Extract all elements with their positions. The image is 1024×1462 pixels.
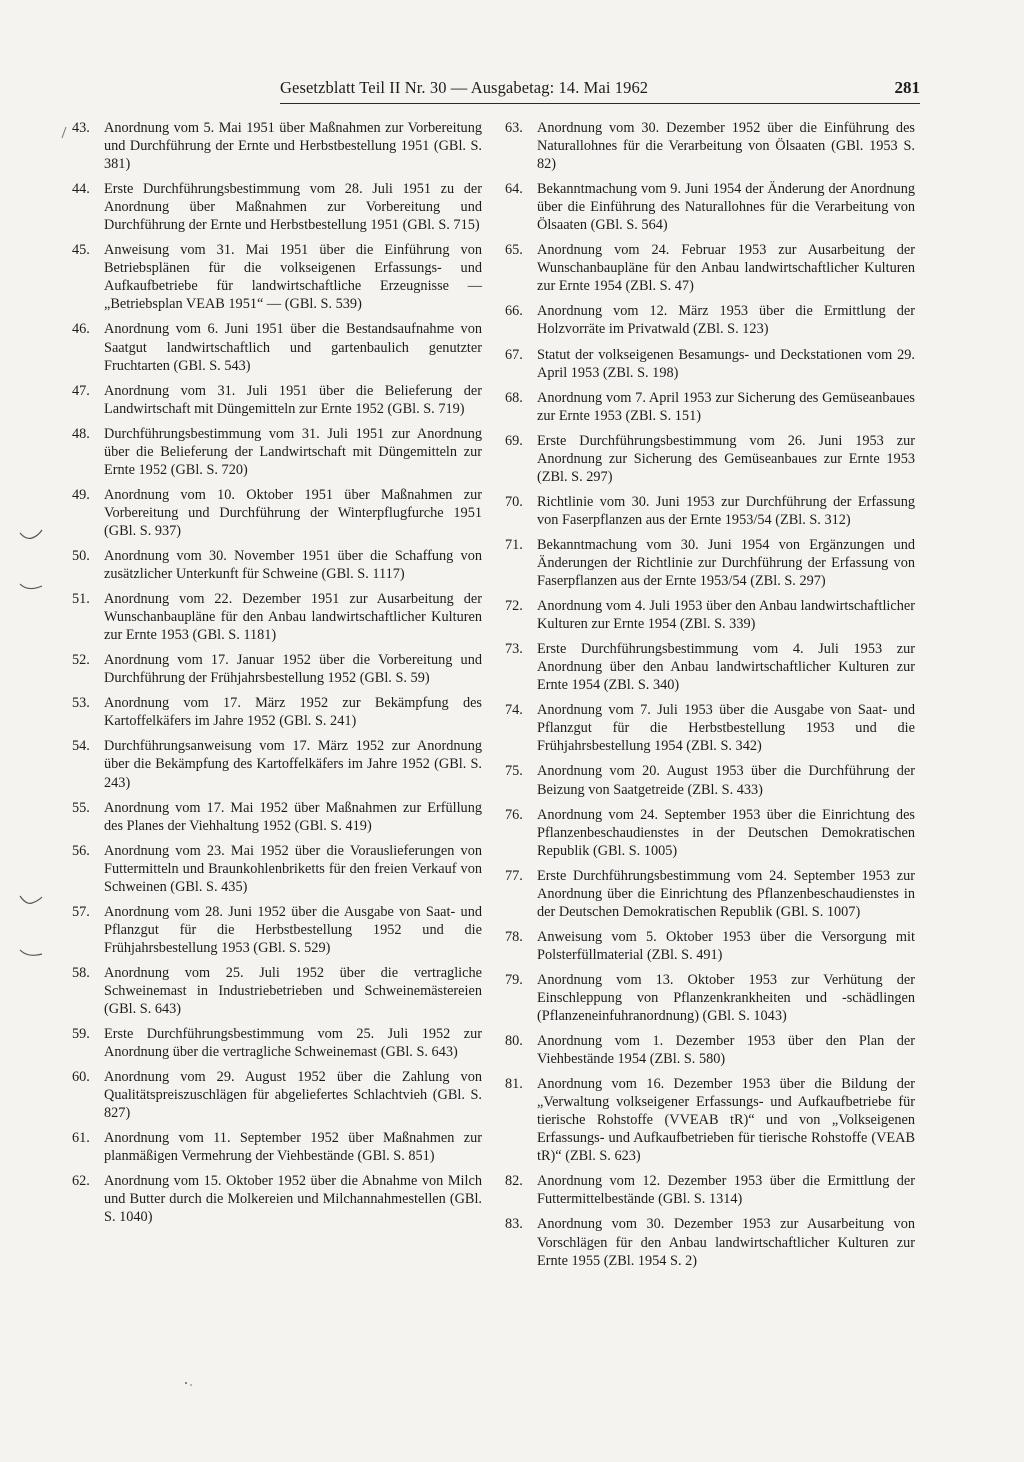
entry-number: 72. [505,598,523,615]
list-entry [505,302,915,338]
entry-text: Anordnung vom 28. Juni 1952 über die Ausgabe von Saat- und Pflanzgut für die Herbstbestellung 1952 und die Frühjahrsbestellung 1953 (GBl. S. 529) [104,903,482,956]
entry-text: Anordnung vom 17. Mai 1952 über Maßnahmen zur Erfüllung des Planes der Viehhaltung 1952 (GBl. S. 419) [104,799,482,834]
entry-number: 47. [72,382,90,399]
entry-number: 60. [72,1069,90,1086]
entry-text: Anordnung vom 1. Dezember 1953 über den Plan der Viehbestände 1954 (ZBl. S. 580) [537,1033,915,1068]
list-entry [72,180,482,234]
entry-text: Anordnung vom 31. Juli 1951 über die Belieferung der Landwirtschaft mit Düngemitteln zur Ernte 1952 (GBl. S. 719) [104,382,482,417]
entry-text: Anordnung vom 17. März 1952 zur Bekämpfung des Kartoffelkäfers im Jahre 1952 (GBl. S. 241) [104,695,482,730]
list-entry [72,241,482,313]
list-entry [72,964,482,1018]
right-column [505,119,915,1270]
pencil-tick-mark [18,580,44,594]
entry-text: Erste Durchführungsbestimmung vom 28. Juli 1951 zu der Anordnung über Maßnahmen zur Vorbereitung und Durchführung der Ernte und Herbstbestellung 1951 (GBl. S. 715) [104,181,482,234]
list-entry [505,493,915,529]
list-entry [72,320,482,374]
entry-text: Anordnung vom 11. September 1952 über Maßnahmen zur planmäßigen Vermehrung der Viehbestände (GBl. S. 851) [104,1130,482,1165]
list-entry [505,1032,915,1068]
list-entry [72,119,482,173]
list-entry [505,389,915,425]
list-entry [72,737,482,791]
list-entry [72,1025,482,1061]
entry-text: Durchführungsanweisung vom 17. März 1952 zur Anordnung über die Bekämpfung des Kartoffelkäfers im Jahre 1952 (GBl. S. 243) [104,738,482,791]
entry-number: 73. [505,641,523,658]
entry-number: 79. [505,971,523,988]
list-entry [505,597,915,633]
list-entry [505,241,915,295]
entry-text: Anordnung vom 16. Dezember 1953 über die Bildung der „Verwaltung volkseigener Erfassungs- und Aufkaufbetriebe für tierische Rohstoffe (VVEAB tR)“ und von „Volkseigenen Erfassungs- und Aufkaufbetrieben für tierische Rohstoffe (VEAB tR)“ (ZBl. S. 623) [537,1076,915,1165]
entry-number: 83. [505,1216,523,1233]
entry-text: Anordnung vom 23. Mai 1952 über die Vorauslieferungen von Futtermitteln und Braunkohlenbriketts für den freien Verkauf von Schweinen (GBl. S. 435) [104,842,482,895]
list-entry [505,1172,915,1208]
list-entry [505,701,915,755]
entry-number: 64. [505,181,523,198]
entry-text: Anordnung vom 30. Dezember 1952 über die Einführung des Naturallohnes für die Verarbeitung von Ölsaaten (GBl. 1953 S. 82) [537,120,915,173]
entry-text: Statut der volkseigenen Besamungs- und Deckstationen vom 29. April 1953 (ZBl. S. 198) [537,346,915,381]
entry-number: 54. [72,738,90,755]
entry-text: Bekanntmachung vom 9. Juni 1954 der Änderung der Anordnung über die Einführung des Naturallohnes für die Verarbeitung von Ölsaaten (GBl. S. 564) [537,181,915,234]
list-entry [505,640,915,694]
list-entry [72,1129,482,1165]
entry-number: 48. [72,425,90,442]
entry-text: Anordnung vom 22. Dezember 1951 zur Ausarbeitung der Wunschanbaupläne für den Anbau landwirtschaftlicher Kulturen zur Ernte 1953 (GBl. S. 1181) [104,591,482,644]
scan-speck [182,1378,196,1390]
list-entry [72,694,482,730]
entry-text: Anordnung vom 15. Oktober 1952 über die Abnahme von Milch und Butter durch die Molkereien und Milchannahmestellen (GBl. S. 1040) [104,1173,482,1226]
entry-number: 53. [72,695,90,712]
header-rule [280,103,920,104]
entry-text: Anweisung vom 5. Oktober 1953 über die Versorgung mit Polsterfüllmaterial (ZBl. S. 491) [537,928,915,963]
entry-number: 76. [505,806,523,823]
entry-text: Bekanntmachung vom 30. Juni 1954 von Ergänzungen und Änderungen der Richtlinie zur Durchführung der Erfassung von Faserpflanzen aus der Ernte 1953/54 (ZBl. S. 297) [537,536,915,590]
entry-text: Anordnung vom 29. August 1952 über die Zahlung von Qualitätspreiszuschlägen für abgeliefertes Schlachtvieh (GBl. S. 827) [104,1069,482,1122]
entry-number: 77. [505,867,523,884]
header-title: Gesetzblatt Teil II Nr. 30 — Ausgabetag: 14. Mai 1962 [280,78,649,97]
list-entry [72,799,482,835]
list-entry [505,1215,915,1269]
pencil-smudge [60,126,68,140]
entry-number: 51. [72,591,90,608]
entry-text: Richtlinie vom 30. Juni 1953 zur Durchführung der Erfassung von Faserpflanzen aus der Ernte 1953/54 (ZBl. S. 312) [537,493,915,528]
entry-text: Anordnung vom 25. Juli 1952 über die vertragliche Schweinemast in Industriebetrieben und Schweinemästereien (GBl. S. 643) [104,964,482,1018]
entry-text: Anordnung vom 12. März 1953 über die Ermittlung der Holzvorräte im Privatwald (ZBl. S. 123) [537,303,915,338]
list-entry [505,432,915,486]
list-entry [505,346,915,382]
entry-number: 57. [72,903,90,920]
pencil-tick-mark [18,528,44,542]
list-entry [72,842,482,896]
entry-number: 61. [72,1130,90,1147]
entry-text: Anordnung vom 7. Juli 1953 über die Ausgabe von Saat- und Pflanzgut für die Herbstbestellung 1953 und die Frühjahrsbestellung 1954 (ZBl. S. 342) [537,702,915,755]
list-entry [72,382,482,418]
entry-number: 66. [505,303,523,320]
list-entry [72,425,482,479]
page-number: 281 [894,78,920,97]
list-entry [505,119,915,173]
pencil-tick-mark [18,893,44,907]
entry-text: Erste Durchführungsbestimmung vom 25. Juli 1952 zur Anordnung über die vertragliche Schweinemast (GBl. S. 643) [104,1026,482,1061]
entry-number: 65. [505,242,523,259]
entry-text: Anordnung vom 5. Mai 1951 über Maßnahmen zur Vorbereitung und Durchführung der Ernte und Herbstbestellung 1951 (GBl. S. 381) [104,120,482,173]
entry-number: 70. [505,493,523,510]
list-entry [72,1068,482,1122]
entry-number: 68. [505,389,523,406]
entry-text: Anordnung vom 4. Juli 1953 über den Anbau landwirtschaftlicher Kulturen zur Ernte 1954 (ZBl. S. 339) [537,598,915,633]
entry-number: 43. [72,120,90,136]
list-entry [505,806,915,860]
pencil-tick-mark [18,946,44,960]
entry-text: Anordnung vom 6. Juni 1951 über die Bestandsaufnahme von Saatgut landwirtschaftlich und gartenbaulich genutzter Fruchtarten (GBl. S. 543) [104,321,482,374]
left-column [72,119,482,1227]
entry-text: Anordnung vom 24. September 1953 über die Einrichtung des Pflanzenbeschaudienstes in der Deutschen Demokratischen Republik (GBl. S. 1005) [537,806,915,859]
entry-text: Anordnung vom 24. Februar 1953 zur Ausarbeitung der Wunschanbaupläne für den Anbau landwirtschaftlicher Kulturen zur Ernte 1954 (ZBl. S. 47) [537,242,915,295]
entry-number: 62. [72,1173,90,1190]
entry-text: Anordnung vom 30. November 1951 über die Schaffung von zusätzlicher Unterkunft für Schweine (GBl. S. 1117) [104,547,482,583]
list-entry [505,762,915,798]
list-entry [505,1075,915,1165]
list-entry [505,971,915,1025]
list-entry [505,928,915,964]
list-entry [72,590,482,644]
entry-text: Erste Durchführungsbestimmung vom 24. September 1953 zur Anordnung über die Einrichtung des Pflanzenbeschaudienstes in der Deutschen Demokratischen Republik (GBl. S. 1007) [537,867,915,920]
entry-number: 80. [505,1033,523,1050]
list-entry [72,903,482,957]
entry-number: 78. [505,928,523,945]
page-header [280,78,920,102]
entry-text: Erste Durchführungsbestimmung vom 26. Juni 1953 zur Anordnung zur Sicherung des Gemüseanbaues zur Ernte 1953 (ZBl. S. 297) [537,432,915,485]
list-entry [72,486,482,540]
entry-number: 74. [505,702,523,719]
entry-text: Anordnung vom 13. Oktober 1953 zur Verhütung der Einschleppung von Pflanzenkrankheiten und -schädlingen (Pflanzeneinfuhranordnung) (GBl. S. 1043) [537,971,915,1025]
entry-text: Erste Durchführungsbestimmung vom 4. Juli 1953 zur Anordnung über den Anbau landwirtschaftlicher Kulturen zur Ernte 1954 (ZBl. S. 340) [537,641,915,694]
entry-number: 49. [72,486,90,503]
entry-number: 44. [72,181,90,198]
list-entry [72,547,482,583]
entry-number: 82. [505,1173,523,1190]
list-entry [72,651,482,687]
entry-text: Anordnung vom 20. August 1953 über die Durchführung der Beizung von Saatgetreide (ZBl. S. 433) [537,763,915,798]
entry-text: Anordnung vom 17. Januar 1952 über die Vorbereitung und Durchführung der Frühjahrsbestellung 1952 (GBl. S. 59) [104,652,482,687]
entry-number: 67. [505,346,523,363]
entry-number: 81. [505,1076,523,1093]
entry-number: 63. [505,120,523,136]
entry-number: 71. [505,536,523,553]
entry-number: 58. [72,964,90,981]
entry-text: Durchführungsbestimmung vom 31. Juli 1951 zur Anordnung über die Belieferung der Landwirtschaft mit Düngemitteln zur Ernte 1952 (GBl. S. 720) [104,425,482,478]
entry-text: Anordnung vom 7. April 1953 zur Sicherung des Gemüseanbaues zur Ernte 1953 (ZBl. S. 151) [537,389,915,424]
entry-number: 52. [72,652,90,669]
list-entry [505,536,915,590]
list-entry [72,1172,482,1226]
entry-number: 56. [72,842,90,859]
list-entry [505,867,915,921]
entry-number: 69. [505,432,523,449]
entry-number: 45. [72,242,90,259]
entry-text: Anordnung vom 12. Dezember 1953 über die Ermittlung der Futtermittelbestände (GBl. S. 1314) [537,1173,915,1208]
entry-text: Anordnung vom 10. Oktober 1951 über Maßnahmen zur Vorbereitung und Durchführung der Winterpflugfurche 1951 (GBl. S. 937) [104,486,482,539]
entry-number: 46. [72,321,90,338]
entry-text: Anordnung vom 30. Dezember 1953 zur Ausarbeitung von Vorschlägen für den Anbau landwirtschaftlicher Kulturen zur Ernte 1955 (ZBl. 1954 S. 2) [537,1216,915,1269]
entry-text: Anweisung vom 31. Mai 1951 über die Einführung von Betriebsplänen für die volkseigenen Erfassungs- und Aufkaufbetriebe für landwirtschaftliche Erzeugnisse — „Betriebsplan VEAB 1951“ — (GBl. S. 539) [104,242,482,313]
entry-number: 75. [505,763,523,780]
entry-number: 55. [72,799,90,816]
entry-number: 59. [72,1026,90,1043]
list-entry [505,180,915,234]
entry-number: 50. [72,547,90,564]
